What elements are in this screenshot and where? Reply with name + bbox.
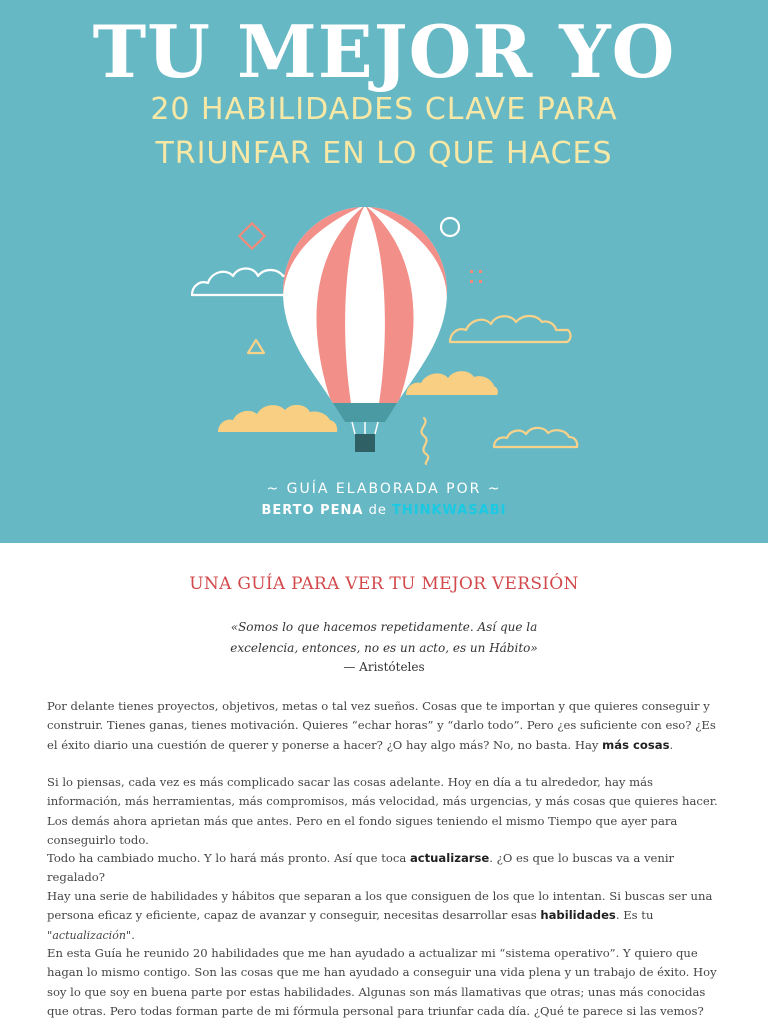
diamond-icon <box>239 223 264 248</box>
quote-author: — Aristóteles <box>343 660 425 674</box>
dots-icon <box>470 270 482 283</box>
cloud-icon <box>450 316 571 342</box>
bold-phrase: más cosas <box>602 737 670 752</box>
balloon-skirt <box>333 403 397 422</box>
paragraph-end: ". <box>125 927 135 942</box>
paragraph-2: Si lo piensas, cada vez es más complicado sacar las cosas adelante. Hoy en día a tu alrededor, hay más información, más herramientas, más compromisos, más velocidad, más urgencias, y más cosas que quieres hacer. Los demás ahora aprietan más que antes. Pero en el fondo sigues teniendo el mismo Tiempo que ayer para conseguirlo todo. <box>47 775 718 847</box>
paragraph-mid: . Es tu " <box>47 908 654 942</box>
paragraph-5: En esta Guía he reunido 20 habilidades que me han ayudado a actualizar mi “sistema operativo”. Y quiero que hagan lo mismo contigo. Son las cosas que me han ayudado a conseguir una vida plena y un trabajo de éxito. Hoy soy lo que soy en buena parte por estas habilidades. Algunas son más llamativas que otras; unas más conocidas que otras. Pero todas forman parte de mi fórmula personal para triunfar cada día. ¿Qué te parece si las vemos? <box>47 946 717 1018</box>
squiggle-icon <box>421 418 428 464</box>
author-name: BERTO PENA <box>261 503 364 518</box>
paragraph-text: Hay una serie de habilidades y hábitos que separan a los que consiguen de los que lo intentan. Si buscas ser una persona eficaz y eficiente, capaz de avanzar y conseguir, necesitas desarrollar esas <box>47 889 713 923</box>
author-line <box>0 503 768 518</box>
paragraph-text: Todo ha cambiado mucho. Y lo hará más pronto. Así que toca <box>47 851 410 865</box>
cloud-icon <box>406 371 498 395</box>
bold-phrase: actualizarse <box>409 851 490 865</box>
paragraph-end: . ¿O es que lo buscas va a venir regalado? <box>47 851 675 885</box>
brand-link[interactable]: THINKWASABI <box>392 503 507 518</box>
guide-heading: UNA GUÍA PARA VER TU MEJOR VERSIÓN <box>189 574 579 594</box>
paragraph-text: Por delante tienes proyectos, objetivos, metas o tal vez sueños. Cosas que te importan y que quieres conseguir y construir. Tienes ganas, tienes motivación. Quieres “echar horas” y “darlo todo”. Pero ¿es suficiente con eso? ¿Es el éxito diario una cuestión de querer y ponerse a hacer? ¿O hay algo más? No, no basta. Hay <box>47 699 716 752</box>
italic-phrase: actualización <box>52 928 126 942</box>
page-title: TU MEJOR YO <box>92 9 676 94</box>
paragraph-end: . <box>669 737 674 752</box>
quote-line-2: excelencia, entonces, no es un acto, es un Hábito» <box>230 641 538 655</box>
circle-icon <box>441 218 459 236</box>
author-connector: de <box>368 503 387 518</box>
paragraph-3 <box>47 849 727 888</box>
paragraph-4 <box>47 887 727 945</box>
quote-line-1: «Somos lo que hacemos repetidamente. Así que la <box>230 620 538 634</box>
balloon-basket <box>355 434 375 452</box>
triangle-icon <box>248 340 264 353</box>
quote <box>0 617 768 659</box>
subtitle-line-2: TRIUNFAR EN LO QUE HACES <box>155 136 613 171</box>
cloud-icon <box>218 405 337 432</box>
bold-phrase: habilidades <box>540 908 616 923</box>
by-line: ~ GUÍA ELABORADA POR ~ <box>266 481 502 497</box>
subtitle-line-1: 20 HABILIDADES CLAVE PARA <box>150 92 618 127</box>
cloud-icon <box>192 269 296 296</box>
paragraph-1 <box>47 697 727 755</box>
cloud-icon <box>494 428 577 447</box>
